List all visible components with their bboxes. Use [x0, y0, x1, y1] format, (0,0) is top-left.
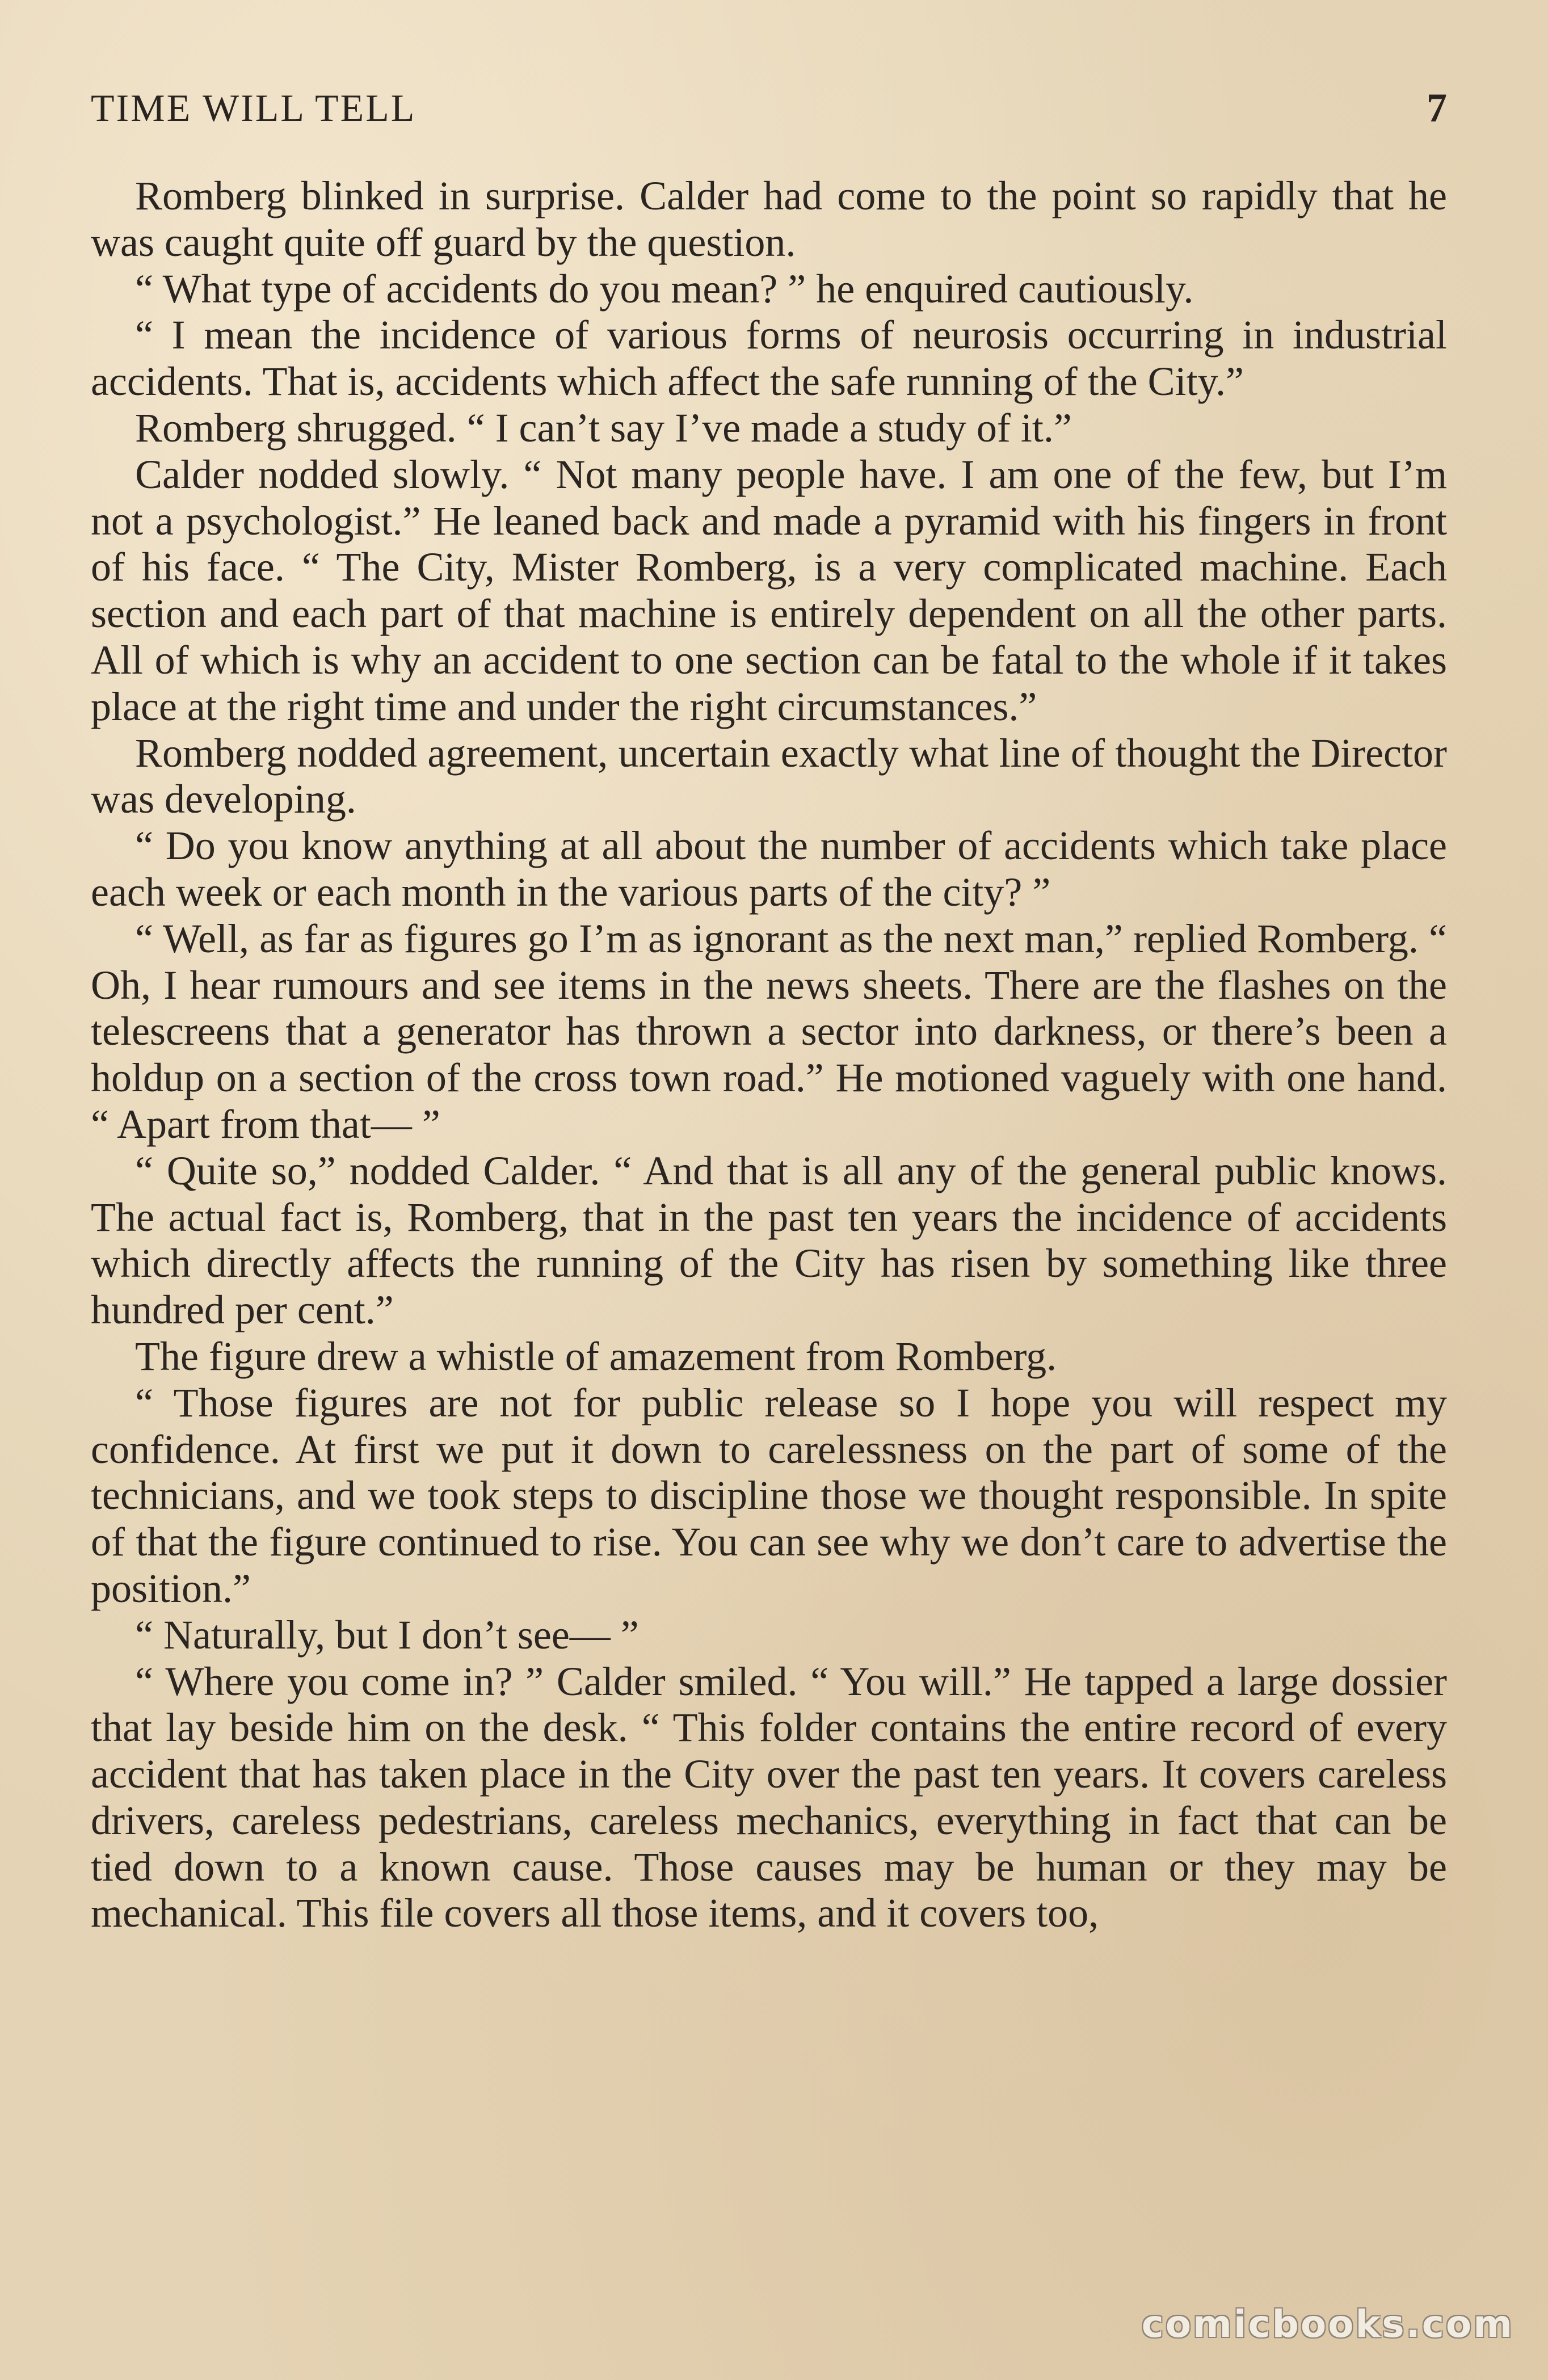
paragraph: “ Well, as far as figures go I’m as ignorant as the next man,” replied Romberg. “ Oh, I hear rumours and see items in the news sheets. There are the flashes on the telescreens that a generator has thrown a sector into darkness, or there’s been a holdup on a section of the cross town road.” He motioned vaguely with one hand. “ Apart from that— ” [91, 915, 1447, 1147]
paragraph: Romberg blinked in surprise. Calder had come to the point so rapidly that he was caught quite off guard by the question. [91, 173, 1447, 265]
paragraph: The figure drew a whistle of amazement from Romberg. [135, 1333, 1057, 1379]
paragraph: “ Naturally, but I don’t see— ” [135, 1612, 639, 1658]
paragraph: “ I mean the incidence of various forms of neurosis occurring in industrial accidents. That is, accidents which affect the safe running of the City.” [91, 312, 1447, 405]
paragraph: “ Those figures are not for public release so I hope you will respect my confidence. At first we put it down to carelessness on the part of some of the technicians, and we took steps to discipline those we thought responsible. In spite of that the figure continued to rise. You can see why we don’t care to advertise the position.” [91, 1380, 1447, 1611]
body-text [91, 173, 1447, 1937]
paragraph: “ What type of accidents do you mean? ” he enquired cautiously. [135, 266, 1194, 312]
paragraph: Romberg nodded agreement, uncertain exactly what line of thought the Director was developing. [91, 730, 1447, 822]
paragraph: Romberg shrugged. “ I can’t say I’ve made a study of it.” [135, 405, 1072, 451]
running-head [91, 85, 1464, 131]
running-title: TIME WILL TELL [91, 86, 417, 129]
paragraph: Calder nodded slowly. “ Not many people have. I am one of the few, but I’m not a psychologist.” He leaned back and made a pyramid with his fingers in front of his face. “ The City, Mister Romberg, is a very complicated machine. Each section and each part of that machine is entirely dependent on all the other parts. All of which is why an accident to one section can be fatal to the whole if it takes place at the right time and under the right circumstances.” [91, 451, 1447, 729]
paragraph: “ Do you know anything at all about the number of accidents which take place each week or each month in the various parts of the city? ” [91, 823, 1447, 915]
page-number: 7 [1427, 85, 1447, 131]
paragraph: “ Where you come in? ” Calder smiled. “ You will.” He tapped a large dossier that lay beside him on the desk. “ This folder contains the entire record of every accident that has taken place in the City over the past ten years. It covers careless drivers, careless pedestrians, careless mechanics, everything in fact that can be tied down to a known cause. Those causes may be human or they may be mechanical. This file covers all those items, and it covers too, [91, 1658, 1447, 1936]
paragraph: “ Quite so,” nodded Calder. “ And that is all any of the general public knows. The actual fact is, Romberg, that in the past ten years the incidence of accidents which directly affects the running of the City has risen by something like three hundred per cent.” [91, 1147, 1447, 1333]
watermark: comicbooks.com [1141, 2302, 1514, 2346]
